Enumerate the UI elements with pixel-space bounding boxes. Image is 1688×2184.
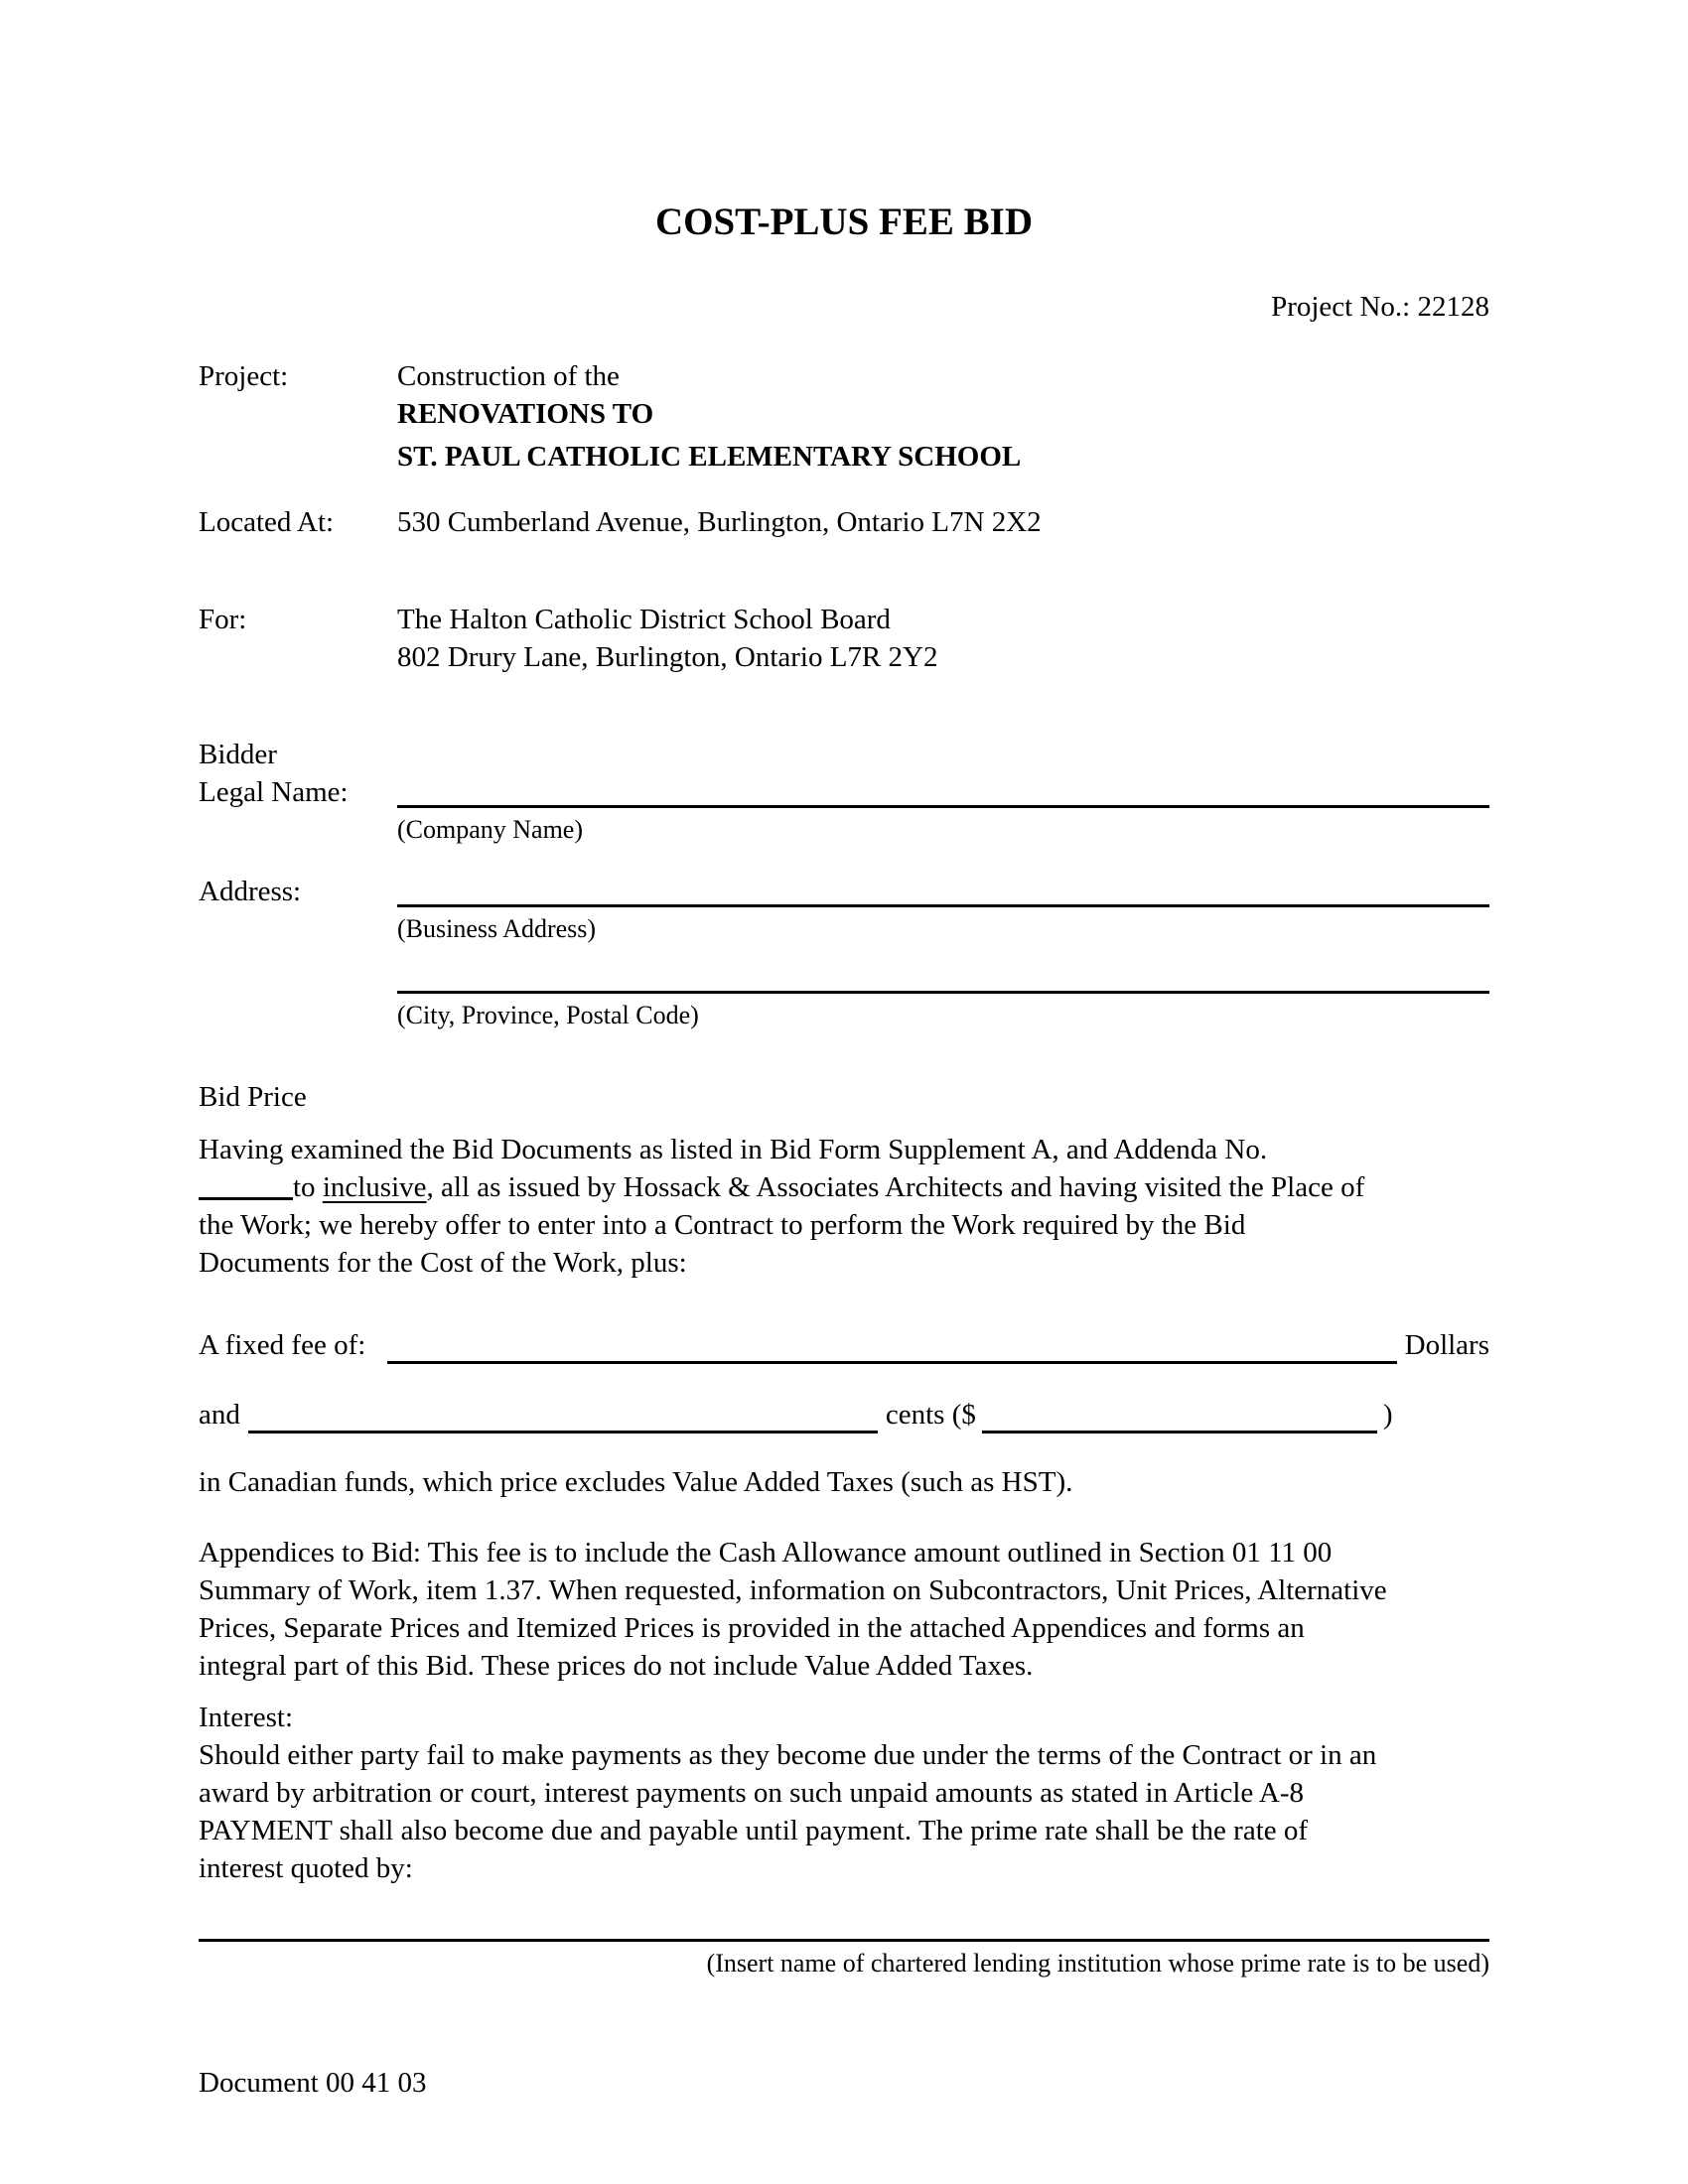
project-label: Project: [199,360,289,392]
address-label: Address: [199,876,302,907]
document-title: COST-PLUS FEE BID [654,201,1033,243]
dollars-label: Dollars [1404,1329,1489,1361]
project-row [199,357,1489,476]
bidder-label-line-2: Legal Name: [199,776,349,808]
for-line-1: The Halton Catholic District School Board [397,604,891,635]
city-province-column [397,945,1489,1031]
city-row [199,945,1489,1031]
lending-institution-caption: (Insert name of chartered lending institution whose prime rate is to be used) [706,1949,1489,1978]
project-line-1: Construction of the [397,360,620,392]
bidder-legal-name-row [199,736,1489,846]
business-address-field[interactable] [397,873,1489,907]
addenda-to-text: to [293,1171,323,1203]
fixed-fee-row [199,1326,1489,1364]
company-name-field[interactable] [397,736,1489,808]
interest-line-1: Should either party fail to make payments as they become due under the terms of the Contract or in an [199,1739,1377,1771]
fixed-fee-label: A fixed fee of: [199,1329,366,1361]
cents-label: cents ($ [885,1399,976,1431]
interest-paragraph [199,1736,1489,1887]
bidder-label-line-1: Bidder [199,739,277,770]
bid-paragraph-line-2 [199,1168,1489,1206]
appendices-paragraph [199,1534,1489,1685]
currency-note: in Canadian funds, which price excludes Value Added Taxes (such as HST). [199,1466,1073,1498]
addenda-number-field[interactable] [199,1197,293,1200]
company-name-caption: (Company Name) [397,815,584,844]
interest-heading: Interest: [199,1702,294,1733]
interest-line-2: award by arbitration or court, interest payments on such unpaid amounts as stated in Article A-8 [199,1777,1305,1809]
business-address-column [397,873,1489,945]
and-label: and [199,1399,240,1431]
project-line-3: ST. PAUL CATHOLIC ELEMENTARY SCHOOL [397,441,1022,473]
business-address-caption: (Business Address) [397,914,597,943]
interest-line-3: PAYMENT shall also become due and payable until payment. The prime rate shall be the rate of [199,1815,1309,1846]
cents-row [199,1396,1489,1433]
located-at-row [199,503,1489,541]
company-name-column [397,736,1489,846]
bid-price-heading: Bid Price [199,1081,307,1113]
document-footer: Document 00 41 03 [199,2067,427,2099]
appendices-line-1: Appendices to Bid: This fee is to include the Cash Allowance amount outlined in Section 01 11 00 [199,1537,1333,1569]
project-number: Project No.: 22128 [1271,291,1489,323]
project-line-2: RENOVATIONS TO [397,398,654,430]
addenda-rest-text: , all as issued by Hossack & Associates Architects and having visited the Place of [426,1171,1365,1203]
for-row [199,601,1489,676]
interest-line-4: interest quoted by: [199,1852,413,1884]
located-at-value [397,503,1489,541]
located-at-label: Located At: [199,506,335,538]
city-province-field[interactable] [397,945,1489,994]
inclusive-underlined-text: inclusive [322,1171,427,1203]
cents-words-field[interactable] [248,1396,878,1433]
address-row [199,873,1489,945]
bid-price-paragraph [199,1131,1489,1282]
lending-institution-field[interactable] [199,1939,1489,1942]
bid-paragraph-line-3: the Work; we hereby offer to enter into a Contract to perform the Work required by the Bid [199,1209,1246,1241]
close-paren-label: ) [1382,1399,1393,1431]
project-value [397,357,1489,476]
fixed-fee-amount-field[interactable] [387,1326,1396,1364]
cents-numeric-field[interactable] [982,1396,1377,1433]
for-value [397,601,1489,676]
for-label: For: [199,604,247,635]
appendices-line-4: integral part of this Bid. These prices do not include Value Added Taxes. [199,1650,1034,1682]
appendices-line-3: Prices, Separate Prices and Itemized Prices is provided in the attached Appendices and forms an [199,1612,1305,1644]
for-line-2: 802 Drury Lane, Burlington, Ontario L7R 2Y2 [397,641,938,673]
bid-paragraph-line-1: Having examined the Bid Documents as listed in Bid Form Supplement A, and Addenda No. [199,1134,1268,1165]
appendices-line-2: Summary of Work, item 1.37. When requested, information on Subcontractors, Unit Prices, Alternative [199,1574,1387,1606]
bid-paragraph-line-4: Documents for the Cost of the Work, plus: [199,1247,687,1279]
bidder-legal-name-label [199,736,397,811]
city-province-caption: (City, Province, Postal Code) [397,1001,699,1029]
located-at-address: 530 Cumberland Avenue, Burlington, Ontario L7N 2X2 [397,506,1042,538]
